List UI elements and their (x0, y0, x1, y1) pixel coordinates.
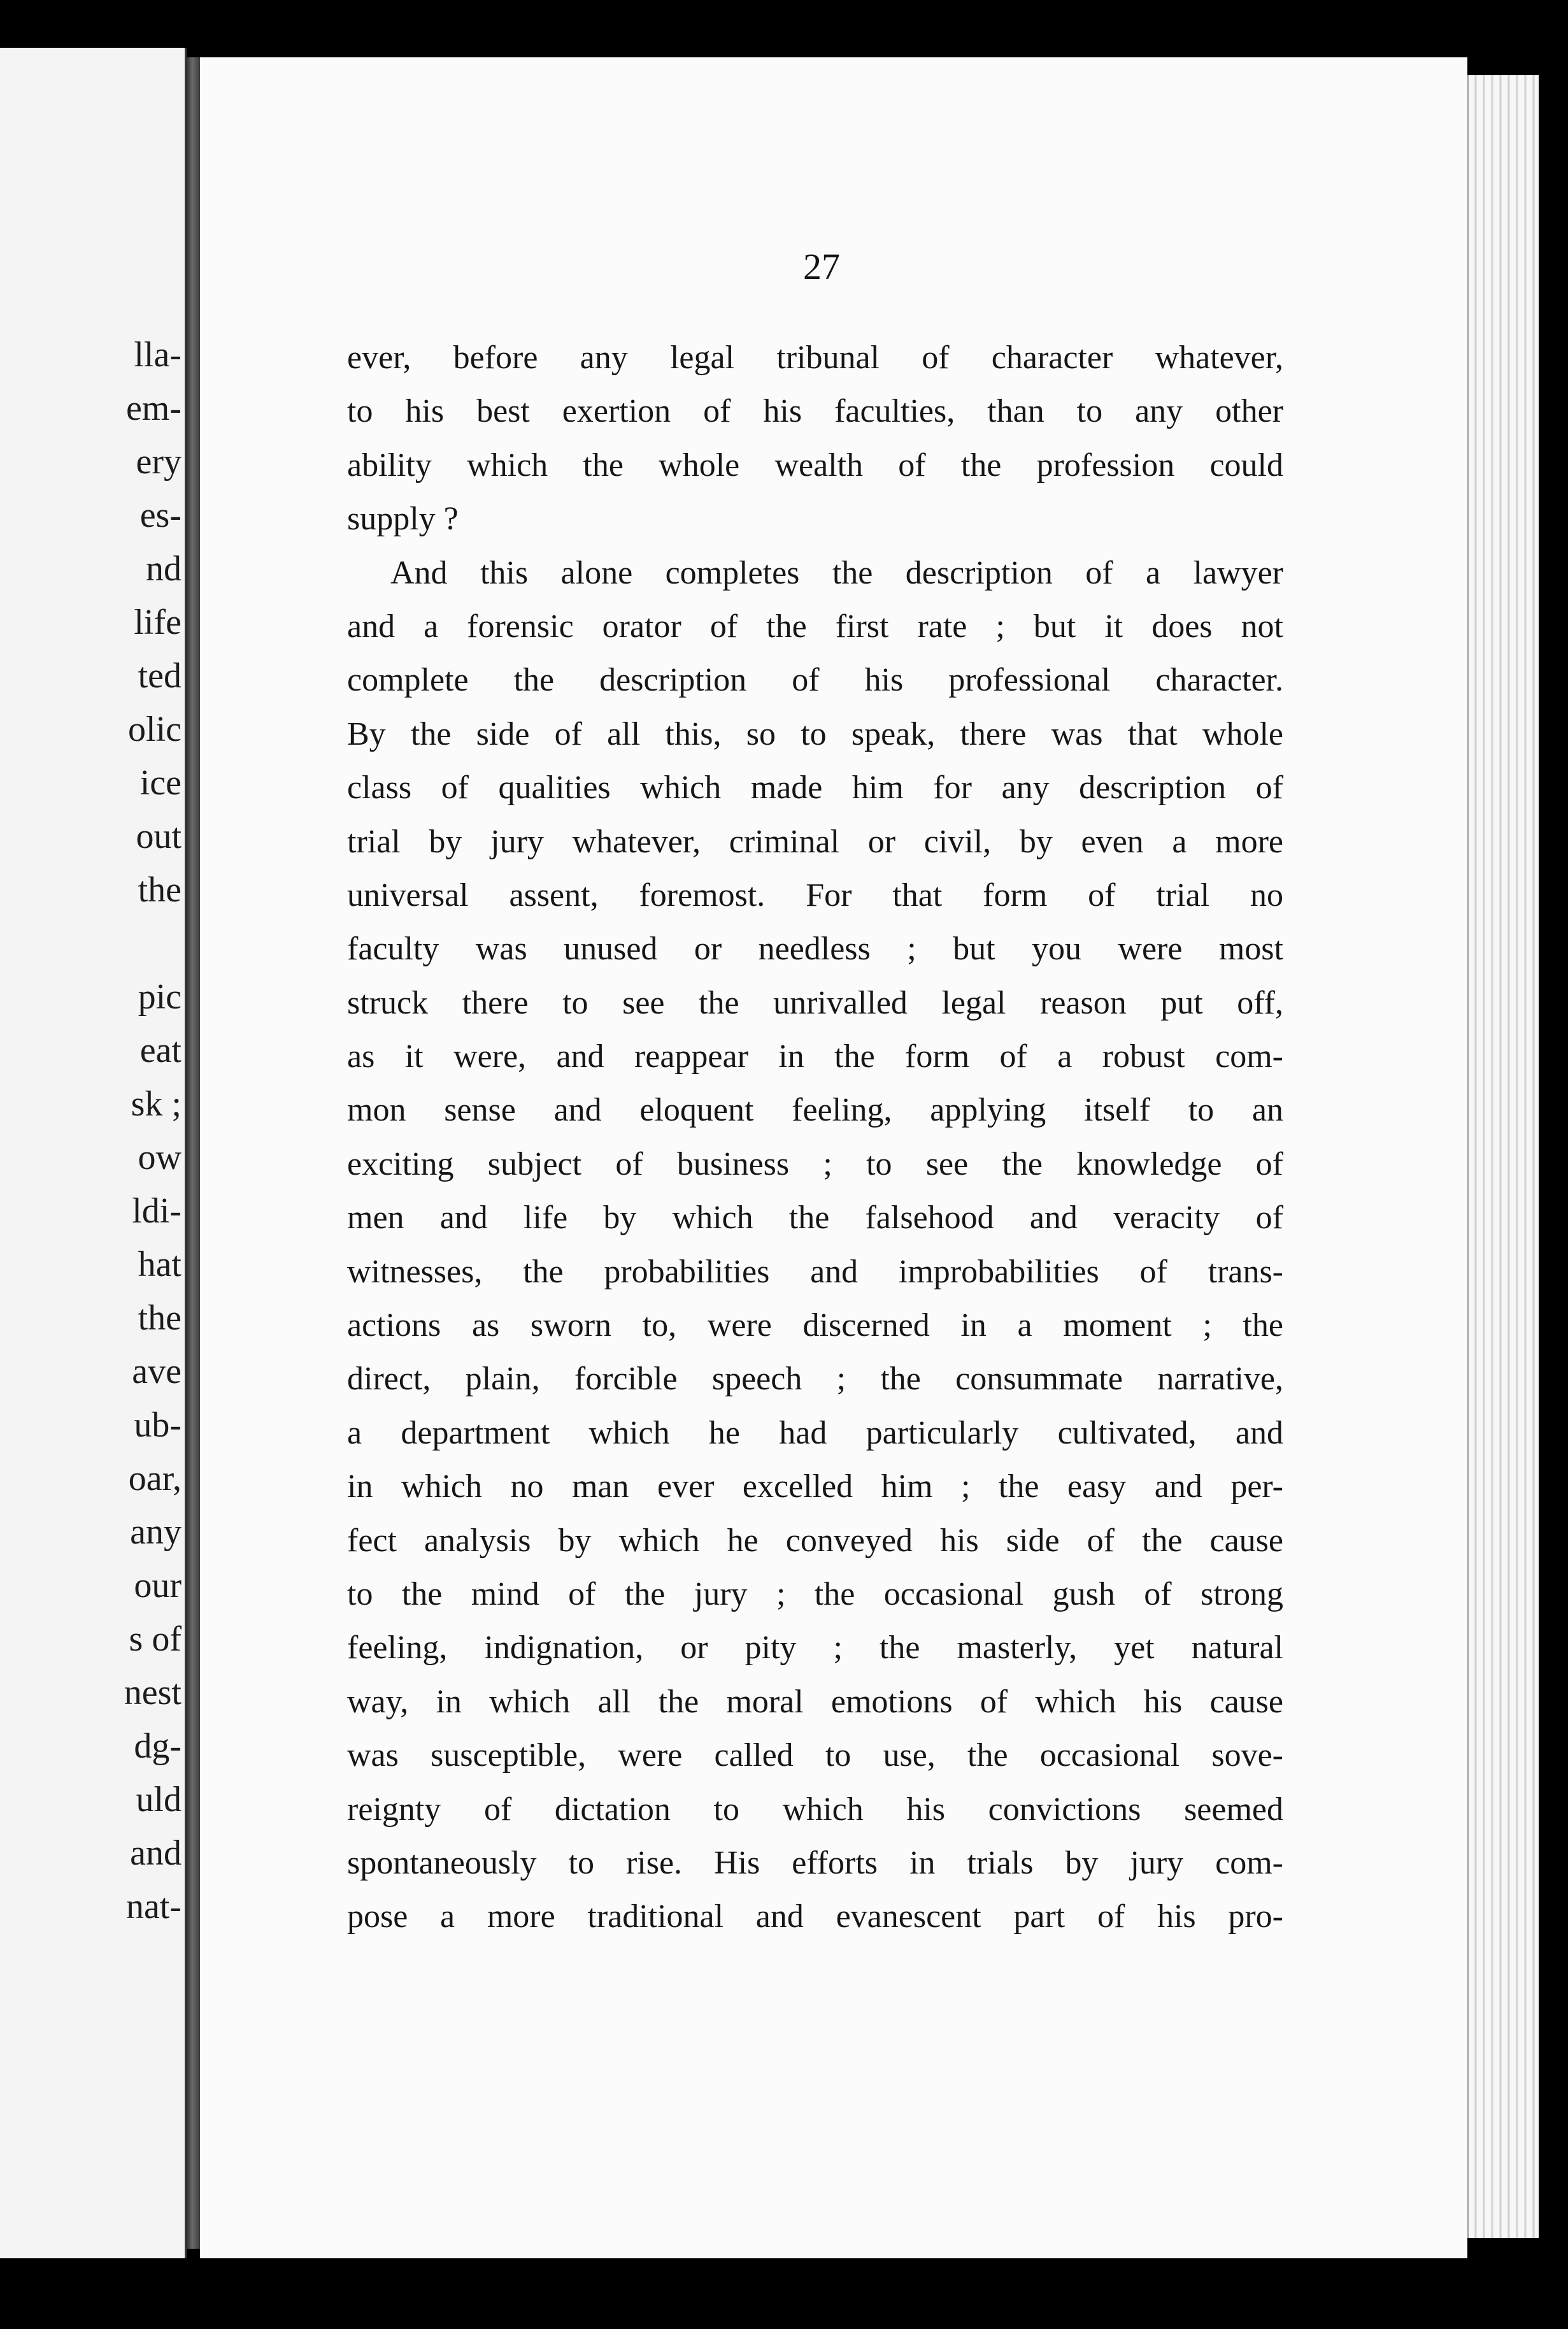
text-line: fect analysis by which he conveyed his side of the cause (347, 1522, 1283, 1559)
left-fragment-line: olic (128, 710, 182, 749)
left-fragment-line: nd (146, 549, 182, 589)
left-fragment-line: ow (138, 1138, 182, 1177)
left-fragment-line: ery (136, 442, 182, 482)
left-fragment-line: ave (132, 1352, 182, 1391)
text-line: as it were, and reappear in the form of a robust com- (347, 1038, 1283, 1075)
text-line: supply ? (347, 501, 459, 538)
left-fragment-line: eat (139, 1031, 182, 1070)
text-line: exciting subject of business ; to see the knowledge of (347, 1145, 1283, 1182)
text-line: trial by jury whatever, criminal or civil, by even a more (347, 823, 1283, 860)
left-fragment-line: out (136, 817, 182, 856)
left-fragment-line: uld (136, 1780, 182, 1819)
text-line: By the side of all this, so to speak, there was that whole (347, 715, 1283, 752)
text-line: And this alone completes the description of a lawyer (390, 554, 1283, 591)
text-line: faculty was unused or needless ; but you were most (347, 931, 1283, 968)
left-fragment-line: es- (139, 496, 182, 535)
left-fragment-line: hat (138, 1245, 182, 1284)
text-line: universal assent, foremost. For that form of trial no (347, 877, 1283, 914)
left-fragment-line: life (134, 603, 182, 642)
page-edges (1467, 75, 1539, 2238)
text-line: to the mind of the jury ; the occasional gush of strong (347, 1575, 1283, 1612)
text-line: was susceptible, were called to use, the occasional sove- (347, 1737, 1283, 1774)
page-number: 27 (803, 246, 840, 287)
text-line: way, in which all the moral emotions of which his cause (347, 1683, 1283, 1720)
left-fragment-line: nat- (125, 1887, 182, 1926)
text-line: men and life by which the falsehood and veracity of (347, 1200, 1283, 1236)
left-fragment-line: dg- (134, 1726, 182, 1766)
page-body (347, 331, 1283, 1944)
text-line: struck there to see the unrivalled legal reason put off, (347, 984, 1283, 1021)
text-line: actions as sworn to, were discerned in a moment ; the (347, 1307, 1283, 1344)
left-fragment-line: and (130, 1833, 182, 1873)
text-line: and a forensic orator of the first rate ; but it does not (347, 608, 1283, 645)
text-line: ever, before any legal tribunal of character whatever, (347, 340, 1283, 376)
left-fragment-line: the (138, 1298, 182, 1338)
left-fragment-line: em- (125, 389, 182, 428)
left-fragment-line: s of (129, 1619, 182, 1659)
left-fragment-line (0, 917, 182, 970)
left-fragment-line: ldi- (132, 1191, 182, 1231)
text-line: direct, plain, forcible speech ; the consummate narrative, (347, 1361, 1283, 1398)
paragraph (347, 547, 1283, 1944)
paragraph-continued (347, 331, 1283, 547)
left-facing-page (0, 48, 187, 2258)
text-line: pose a more traditional and evanescent part of his pro- (347, 1898, 1283, 1935)
left-page-text-fragments (0, 328, 182, 1933)
text-line: class of qualities which made him for any description of (347, 770, 1283, 806)
text-line: spontaneously to rise. His efforts in trials by jury com- (347, 1844, 1283, 1881)
left-fragment-line: the (138, 870, 182, 910)
text-line: to his best exertion of his faculties, than to any other (347, 393, 1283, 430)
left-fragment-line: ted (138, 656, 182, 696)
left-fragment-line: any (130, 1512, 182, 1552)
left-fragment-line: ice (139, 763, 182, 803)
text-line: complete the description of his professional character. (347, 662, 1283, 699)
left-fragment-line: ub- (134, 1405, 182, 1445)
left-fragment-line: lla- (134, 335, 182, 375)
left-fragment-line: our (134, 1566, 182, 1605)
book-gutter (186, 57, 200, 2249)
text-line: witnesses, the probabilities and improbabilities of trans- (347, 1253, 1283, 1290)
left-fragment-line: oar, (128, 1459, 182, 1498)
text-line: in which no man ever excelled him ; the easy and per- (347, 1468, 1283, 1505)
text-line: ability which the whole wealth of the profession could (347, 447, 1283, 484)
left-fragment-line: sk ; (131, 1084, 182, 1124)
text-line: a department which he had particularly cultivated, and (347, 1414, 1283, 1451)
text-line: reignty of dictation to which his convictions seemed (347, 1791, 1283, 1828)
text-line: feeling, indignation, or pity ; the masterly, yet natural (347, 1630, 1283, 1666)
left-fragment-line: pic (138, 977, 182, 1017)
text-line: mon sense and eloquent feeling, applying itself to an (347, 1092, 1283, 1129)
left-fragment-line: nest (124, 1673, 182, 1712)
